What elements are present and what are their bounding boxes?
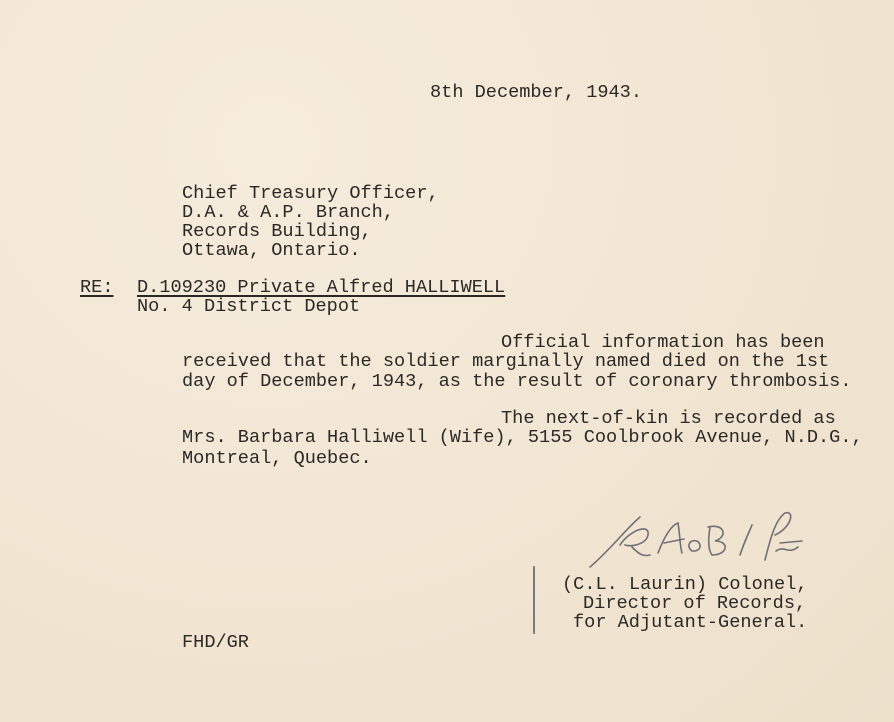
handwritten-signature — [580, 505, 810, 575]
paragraph-line: Official information has been — [501, 332, 825, 353]
reference-initials: FHD/GR — [182, 632, 249, 653]
re-subject: D.109230 Private Alfred HALLIWELL — [137, 277, 506, 298]
re-unit: No. 4 District Depot — [137, 296, 361, 317]
paragraph-line: Mrs. Barbara Halliwell (Wife), 5155 Coolbrook Avenue, N.D.G., — [182, 427, 863, 448]
addressee-line: Records Building, — [182, 221, 372, 242]
paragraph-line: received that the soldier marginally named died on the 1st — [182, 351, 830, 372]
paragraph-line: day of December, 1943, as the result of coronary thrombosis. — [182, 371, 852, 392]
addressee-line: D.A. & A.P. Branch, — [182, 202, 395, 223]
addressee-line: Chief Treasury Officer, — [182, 183, 439, 204]
paragraph-line: Montreal, Quebec. — [182, 448, 372, 469]
paragraph-line: The next-of-kin is recorded as — [501, 408, 836, 429]
re-label: RE: — [80, 277, 114, 298]
addressee-line: Ottawa, Ontario. — [182, 240, 361, 261]
margin-mark — [533, 566, 535, 634]
letter-date: 8th December, 1943. — [430, 82, 643, 103]
signature-line: for Adjutant-General. — [573, 612, 808, 633]
signature-line: Director of Records, — [583, 593, 807, 614]
signature-line: (C.L. Laurin) Colonel, — [562, 574, 808, 595]
